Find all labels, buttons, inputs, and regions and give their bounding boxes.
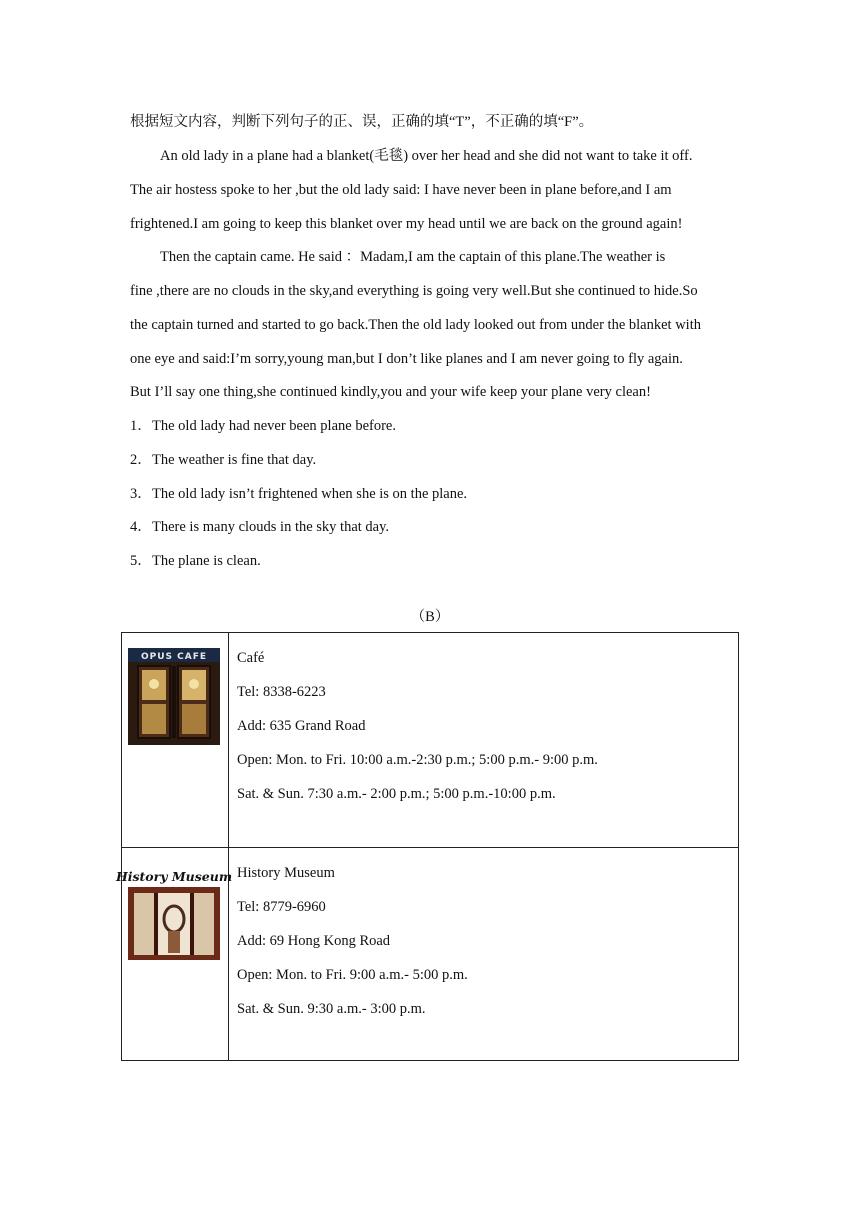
passage-line: The air hostess spoke to her ,but the old lady said: I have never been in plane before,and I am — [130, 182, 672, 198]
passage-line: Then the captain came. He said ：Madam,I am the captain of this plane.The weather is — [160, 249, 666, 265]
place-address: Add: 635 Grand Road — [237, 718, 366, 734]
question-item — [130, 551, 261, 571]
place-name: History Museum — [237, 865, 335, 881]
instruction: 根据短文内容，判断下列句子的正、误，正确的填“T”，不正确的填“F”。 — [130, 114, 594, 130]
passage-line: An old lady in a plane had a blanket(毛毯) over her head and she did not want to take it off. — [160, 148, 693, 164]
question-text: There is many clouds in the sky that day. — [152, 519, 390, 535]
passage-line: frightened.I am going to keep this blanket over my head until we are back on the ground again! — [130, 216, 683, 232]
question-item — [130, 517, 389, 537]
question-text: The plane is clean. — [152, 553, 261, 569]
place-hours-weekend: Sat. & Sun. 9:30 a.m.- 3:00 p.m. — [237, 1001, 426, 1017]
question-number: 3． — [130, 486, 152, 502]
places-table — [115, 632, 739, 1061]
place-address: Add: 69 Hong Kong Road — [237, 933, 391, 949]
museum-photo — [115, 863, 233, 960]
passage-line: fine ,there are no clouds in the sky,and everything is going very well.But she continued to hide.So — [130, 283, 698, 299]
place-hours-weekday: Open: Mon. to Fri. 10:00 a.m.-2:30 p.m.; 5:00 p.m.- 9:00 p.m. — [237, 752, 598, 768]
question-item — [130, 450, 316, 470]
museum-image-cell — [115, 848, 233, 1061]
table-row — [122, 633, 739, 848]
museum-info-cell — [229, 848, 739, 1061]
question-item — [130, 416, 396, 436]
section-b-label: （B） — [410, 609, 450, 625]
question-number: 4． — [130, 519, 152, 535]
place-hours-weekday: Open: Mon. to Fri. 9:00 a.m.- 5:00 p.m. — [237, 967, 468, 983]
question-number: 5． — [130, 553, 152, 569]
place-hours-weekend: Sat. & Sun. 7:30 a.m.- 2:00 p.m.; 5:00 p.m.-10:00 p.m. — [237, 786, 556, 802]
question-item — [130, 484, 467, 504]
question-text: The old lady isn’t frightened when she is on the plane. — [152, 486, 468, 502]
question-number: 1． — [130, 418, 152, 434]
question-text: The weather is fine that day. — [152, 452, 317, 468]
place-tel: Tel: 8779-6960 — [237, 899, 326, 915]
passage-line: one eye and said:I’m sorry,young man,but I don’t like planes and I am never going to fly again. — [130, 351, 683, 367]
question-text: The old lady had never been plane before. — [152, 418, 396, 434]
question-number: 2． — [130, 452, 152, 468]
passage-line: the captain turned and started to go back.Then the old lady looked out from under the blanket with — [130, 317, 701, 333]
table-row — [122, 848, 739, 1061]
cafe-sign-text: OPUS CAFE — [140, 652, 208, 662]
place-name: Café — [237, 650, 265, 666]
cafe-image-cell — [122, 633, 229, 848]
passage-line: But I’ll say one thing,she continued kindly,you and your wife keep your plane very clean! — [130, 384, 651, 400]
cafe-info-cell — [229, 633, 739, 848]
museum-sign-text: History Museum — [115, 869, 233, 884]
cafe-photo — [128, 648, 220, 745]
place-tel: Tel: 8338-6223 — [237, 684, 326, 700]
